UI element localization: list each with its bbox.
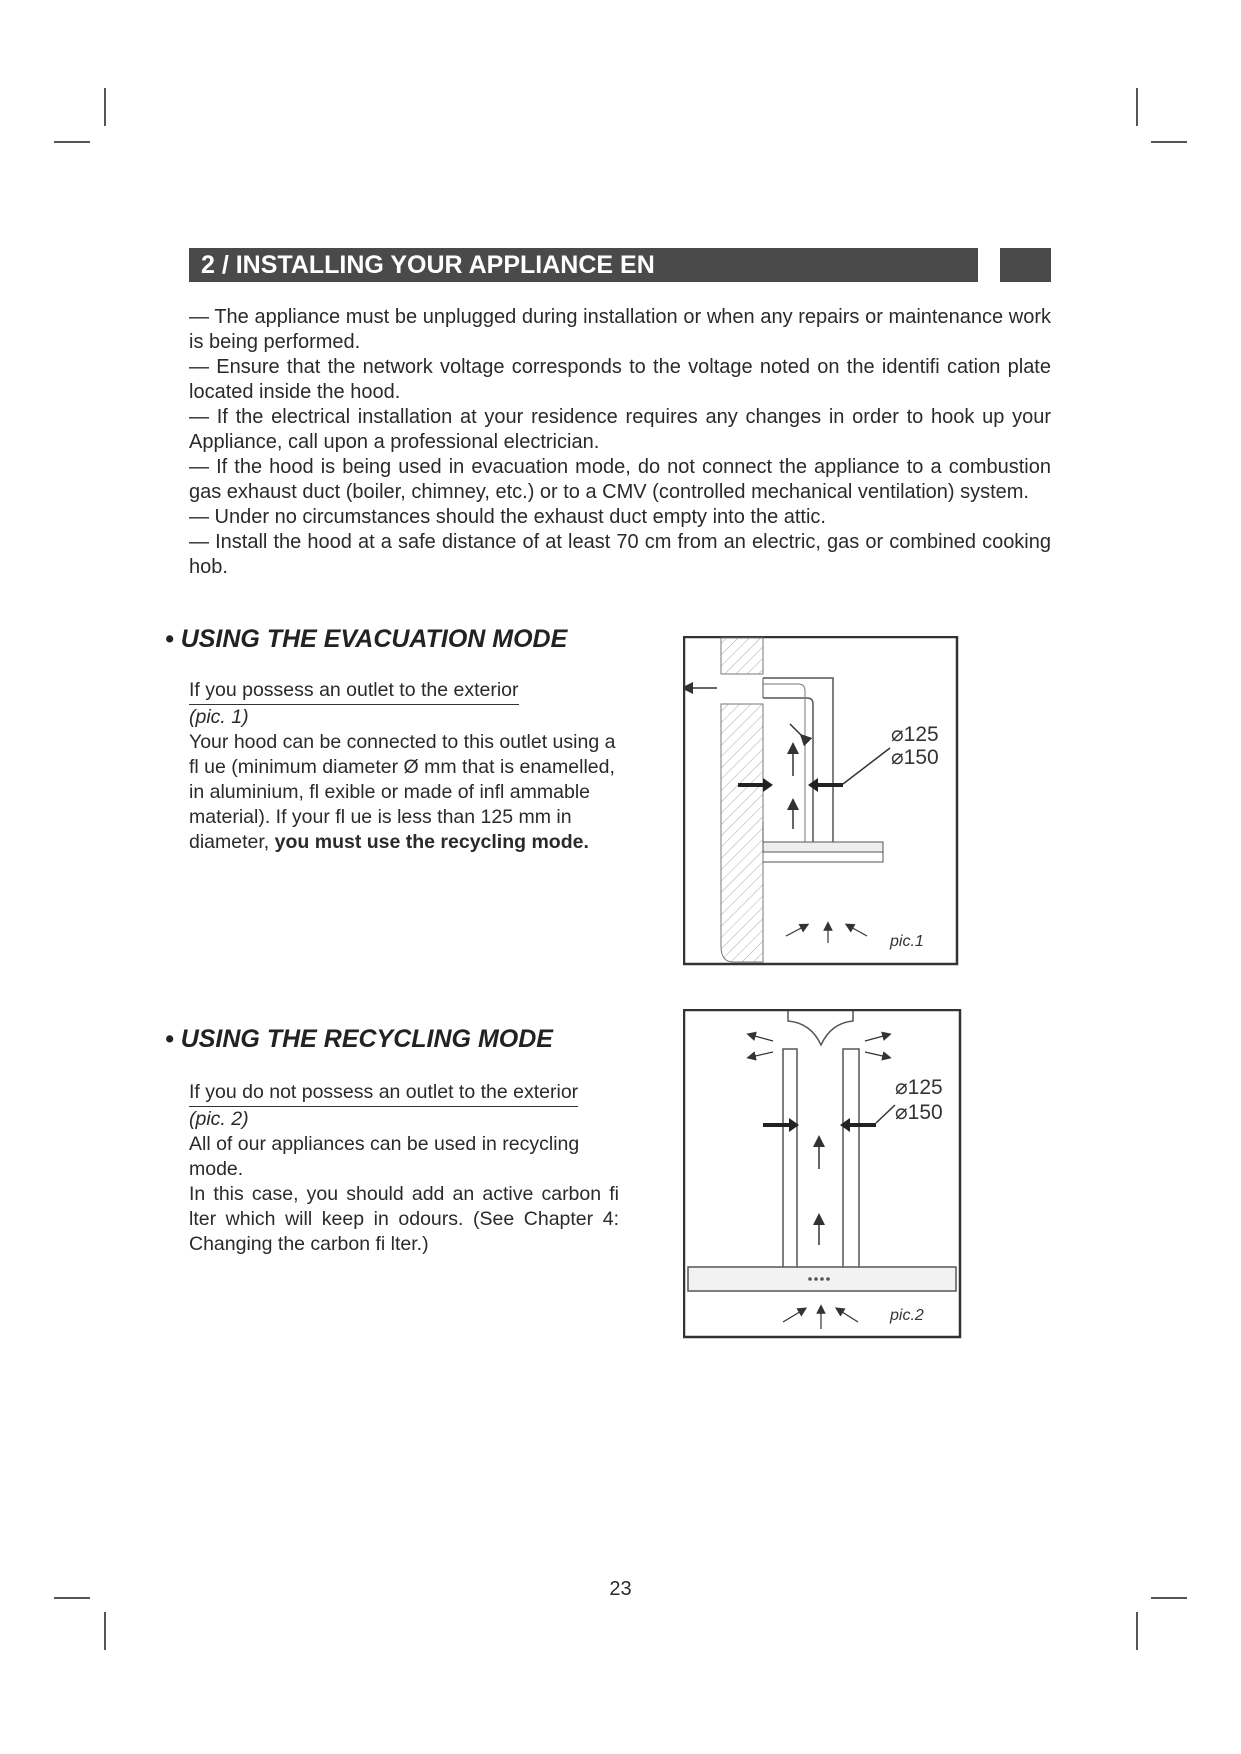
crop-mark: [104, 88, 106, 126]
recycling-body-1: All of our appliances can be used in recycling mode.: [189, 1133, 580, 1180]
recycling-body-2: In this case, you should add an active carbon fi lter which will keep in odours. (See Chapter 4: Changing the carbon fi lter.): [189, 1183, 619, 1255]
evacuation-text: [189, 678, 619, 855]
intro-paragraph: — Install the hood at a safe distance of at least 70 cm from an electric, gas or combined cooking hob.: [189, 531, 1051, 578]
page-number: 23: [609, 1578, 632, 1600]
recycling-title: • USING THE RECYCLING MODE: [165, 1025, 553, 1053]
diameter-125-label: ⌀125: [895, 1076, 943, 1099]
figure-caption: pic.1: [890, 933, 924, 950]
header-tab-box: [1000, 248, 1051, 282]
intro-paragraph: — Under no circumstances should the exhaust duct empty into the attic.: [189, 506, 826, 528]
intro-paragraph: — The appliance must be unplugged during installation or when any repairs or maintenance work is being performed.: [189, 306, 1051, 353]
wall: [721, 638, 763, 674]
crop-mark: [1151, 141, 1187, 143]
section-header: 2 / INSTALLING YOUR APPLIANCE EN: [189, 248, 978, 282]
pic-reference: (pic. 2): [189, 1108, 249, 1130]
intro-paragraph: — Ensure that the network voltage corresponds to the voltage noted on the identifi cation plate located inside the hood.: [189, 356, 1051, 403]
flue-duct: [763, 678, 833, 842]
diameter-125-label: ⌀125: [891, 723, 939, 746]
chimney: [783, 1049, 797, 1267]
evacuation-body: Your hood can be connected to this outlet using a fl ue (minimum diameter Ø mm that is enamelled, in aluminium, fl exible or made of infl ammable material). If your fl ue is less than 125 mm in diameter,: [189, 731, 616, 853]
evacuation-title: • USING THE EVACUATION MODE: [165, 625, 568, 653]
recycling-subtitle: If you do not possess an outlet to the exterior: [189, 1080, 578, 1107]
recycling-text: [189, 1080, 619, 1257]
diameter-150-label: ⌀150: [895, 1101, 943, 1124]
evacuation-body-bold: you must use the recycling mode.: [274, 831, 589, 853]
diameter-150-label: ⌀150: [891, 746, 939, 769]
figure-recycling-mode: [683, 1009, 965, 1339]
evacuation-subtitle: If you possess an outlet to the exterior: [189, 678, 519, 705]
crop-mark: [1136, 88, 1138, 126]
intro-text: [189, 305, 1051, 580]
figure-caption: pic.2: [890, 1307, 924, 1324]
crop-mark: [1136, 1612, 1138, 1650]
figure-evacuation-mode: [683, 636, 963, 966]
pic-reference: (pic. 1): [189, 706, 249, 728]
crop-mark: [104, 1612, 106, 1650]
crop-mark: [54, 141, 90, 143]
intro-paragraph: — If the electrical installation at your residence requires any changes in order to hook up your Appliance, call upon a professional electrician.: [189, 406, 1051, 453]
intro-paragraph: — If the hood is being used in evacuation mode, do not connect the appliance to a combustion gas exhaust duct (boiler, chimney, etc.) or to a CMV (controlled mechanical ventilation) system.: [189, 456, 1051, 503]
